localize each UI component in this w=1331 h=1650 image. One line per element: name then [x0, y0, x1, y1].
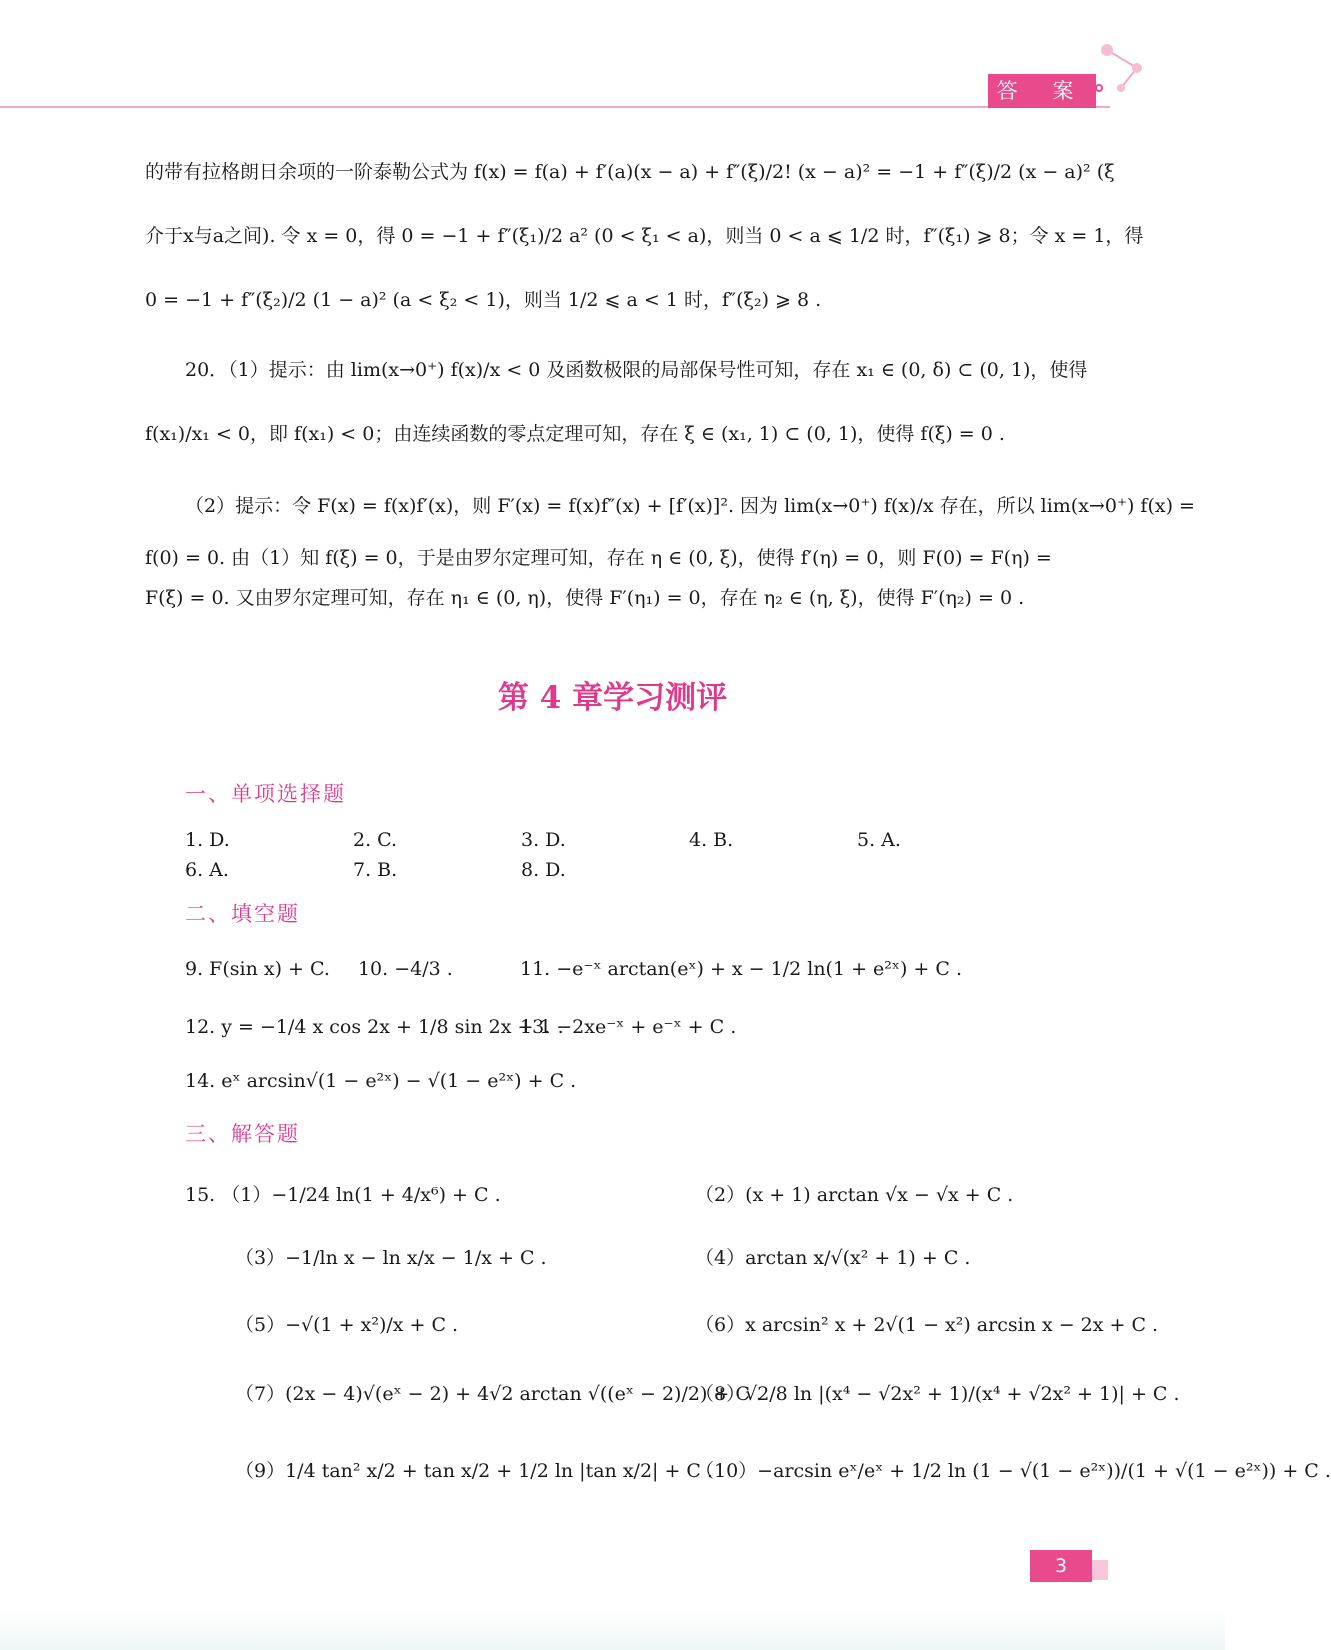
molecule-decoration-icon — [1085, 40, 1145, 100]
solve-answer-right: （2）(x + 1) arctan √x − √x + C . — [695, 1184, 1014, 1206]
solve-answer-right: （10）−arcsin eˣ/eˣ + 1/2 ln (1 − √(1 − e²ˣ))/(1 + √(1 − e²ˣ)) + C . — [695, 1460, 1331, 1482]
fill-answer-13: 13. −2xe⁻ˣ + e⁻ˣ + C . — [520, 1016, 737, 1038]
q20-part2-line2: f(0) = 0. 由（1）知 f(ξ) = 0，于是由罗尔定理可知，存在 η ∈ (0, ξ)，使得 f′(η) = 0，则 F(0) = F(η) = — [145, 547, 1052, 569]
fill-answer-9: 9. F(sin x) + C. — [185, 958, 330, 980]
solve-answer-right: （8）√2/8 ln |(x⁴ − √2x² + 1)/(x⁴ + √2x² + 1)| + C . — [695, 1383, 1180, 1405]
solve-row — [185, 1310, 1159, 1370]
fill-answer-14: 14. eˣ arcsin√(1 − e²ˣ) − √(1 − e²ˣ) + C . — [185, 1070, 577, 1092]
chapter-title: 第 4 章学习测评 — [497, 680, 728, 716]
solve-answer-left: （7）(2x − 4)√(eˣ − 2) + 4√2 arctan √((eˣ − 2)/2) + C . — [235, 1383, 762, 1405]
solve-answer-left: （5）−√(1 + x²)/x + C . — [235, 1314, 459, 1336]
solve-answer-left: （9）1/4 tan² x/2 + tan x/2 + 1/2 ln |tan x/2| + C . — [235, 1460, 714, 1482]
solve-answer-left: （3）−1/ln x − ln x/x − 1/x + C . — [235, 1247, 547, 1269]
intro-line-2: 介于x与a之间). 令 x = 0，得 0 = −1 + f″(ξ₁)/2 a² (0 < ξ₁ < a)，则当 0 < a ⩽ 1/2 时，f″(ξ₁) ⩾ 8；令 x = 1，得 — [145, 225, 1144, 247]
section-heading-fill-blank: 二、填空题 — [185, 902, 300, 926]
choice-answer: 3. D. — [521, 829, 566, 851]
choice-answer: 6. A. — [185, 859, 229, 881]
header-rule — [0, 106, 1110, 108]
fill-answer-11: 11. −e⁻ˣ arctan(eˣ) + x − 1/2 ln(1 + e²ˣ) + C . — [520, 958, 963, 980]
page-number: 3 — [1030, 1550, 1092, 1582]
choice-answer: 8. D. — [521, 859, 566, 881]
solve-answer-right: （6）x arcsin² x + 2√(1 − x²) arcsin x − 2x + C . — [695, 1314, 1159, 1336]
fill-row-3 — [185, 1070, 598, 1092]
solve-row — [185, 1456, 1331, 1516]
choice-row — [185, 825, 1025, 855]
solve-row — [185, 1243, 1085, 1303]
choice-answer: 4. B. — [689, 829, 734, 851]
q20-part2-line3: F(ξ) = 0. 又由罗尔定理可知，存在 η₁ ∈ (0, η)，使得 F′(η₁) = 0，存在 η₂ ∈ (η, ξ)，使得 F′(η₂) = 0 . — [145, 587, 1025, 609]
section-heading-solve: 三、解答题 — [185, 1122, 300, 1146]
solve-answer-right: （4）arctan x/√(x² + 1) + C . — [695, 1247, 971, 1269]
choice-answer: 5. A. — [857, 829, 901, 851]
choice-row — [185, 855, 1025, 885]
choice-answer: 1. D. — [185, 829, 230, 851]
fill-answer-10: 10. −4/3 . — [357, 958, 453, 980]
intro-line-1: 的带有拉格朗日余项的一阶泰勒公式为 f(x) = f(a) + f′(a)(x − a) + f″(ξ)/2! (x − a)² = −1 + f″(ξ)/2 (x − a)² (ξ — [145, 161, 1115, 183]
choice-answers-grid — [185, 825, 1025, 885]
solve-row — [185, 1379, 1180, 1439]
q20-part1-line2: f(x₁)/x₁ < 0，即 f(x₁) < 0；由连续函数的零点定理可知，存在 ξ ∈ (x₁, 1) ⊂ (0, 1)，使得 f(ξ) = 0 . — [145, 423, 1005, 445]
intro-line-3: 0 = −1 + f″(ξ₂)/2 (1 − a)² (a < ξ₂ < 1)，则当 1/2 ⩽ a < 1 时，f″(ξ₂) ⩾ 8 . — [145, 289, 822, 311]
q20-part2-line1: （2）提示：令 F(x) = f(x)f′(x)，则 F′(x) = f(x)f″(x) + [f′(x)]². 因为 lim(x→0⁺) f(x)/x 存在，所以 lim(x→0⁺) f(x) = — [185, 495, 1195, 517]
solve-answer-left: 15. （1）−1/24 ln(1 + 4/x⁶) + C . — [185, 1184, 501, 1206]
choice-answer: 2. C. — [353, 829, 398, 851]
solve-row — [185, 1180, 1085, 1240]
choice-answer: 7. B. — [353, 859, 398, 881]
footer-band — [0, 1610, 1225, 1650]
intro-and-q20 — [145, 140, 1195, 618]
fill-row-1 — [185, 958, 963, 980]
page-badge-tail — [1092, 1560, 1108, 1580]
fill-row-2 — [185, 1016, 737, 1038]
fill-answer-12: 12. y = −1/4 x cos 2x + 1/8 sin 2x + 1 . — [185, 1016, 564, 1038]
section-heading-single-choice: 一、单项选择题 — [185, 782, 346, 806]
q20-part1-line1: 20．（1）提示：由 lim(x→0⁺) f(x)/x < 0 及函数极限的局部保号性可知，存在 x₁ ∈ (0, δ) ⊂ (0, 1)，使得 — [185, 359, 1088, 381]
header-tab: 答 案 — [988, 74, 1096, 108]
